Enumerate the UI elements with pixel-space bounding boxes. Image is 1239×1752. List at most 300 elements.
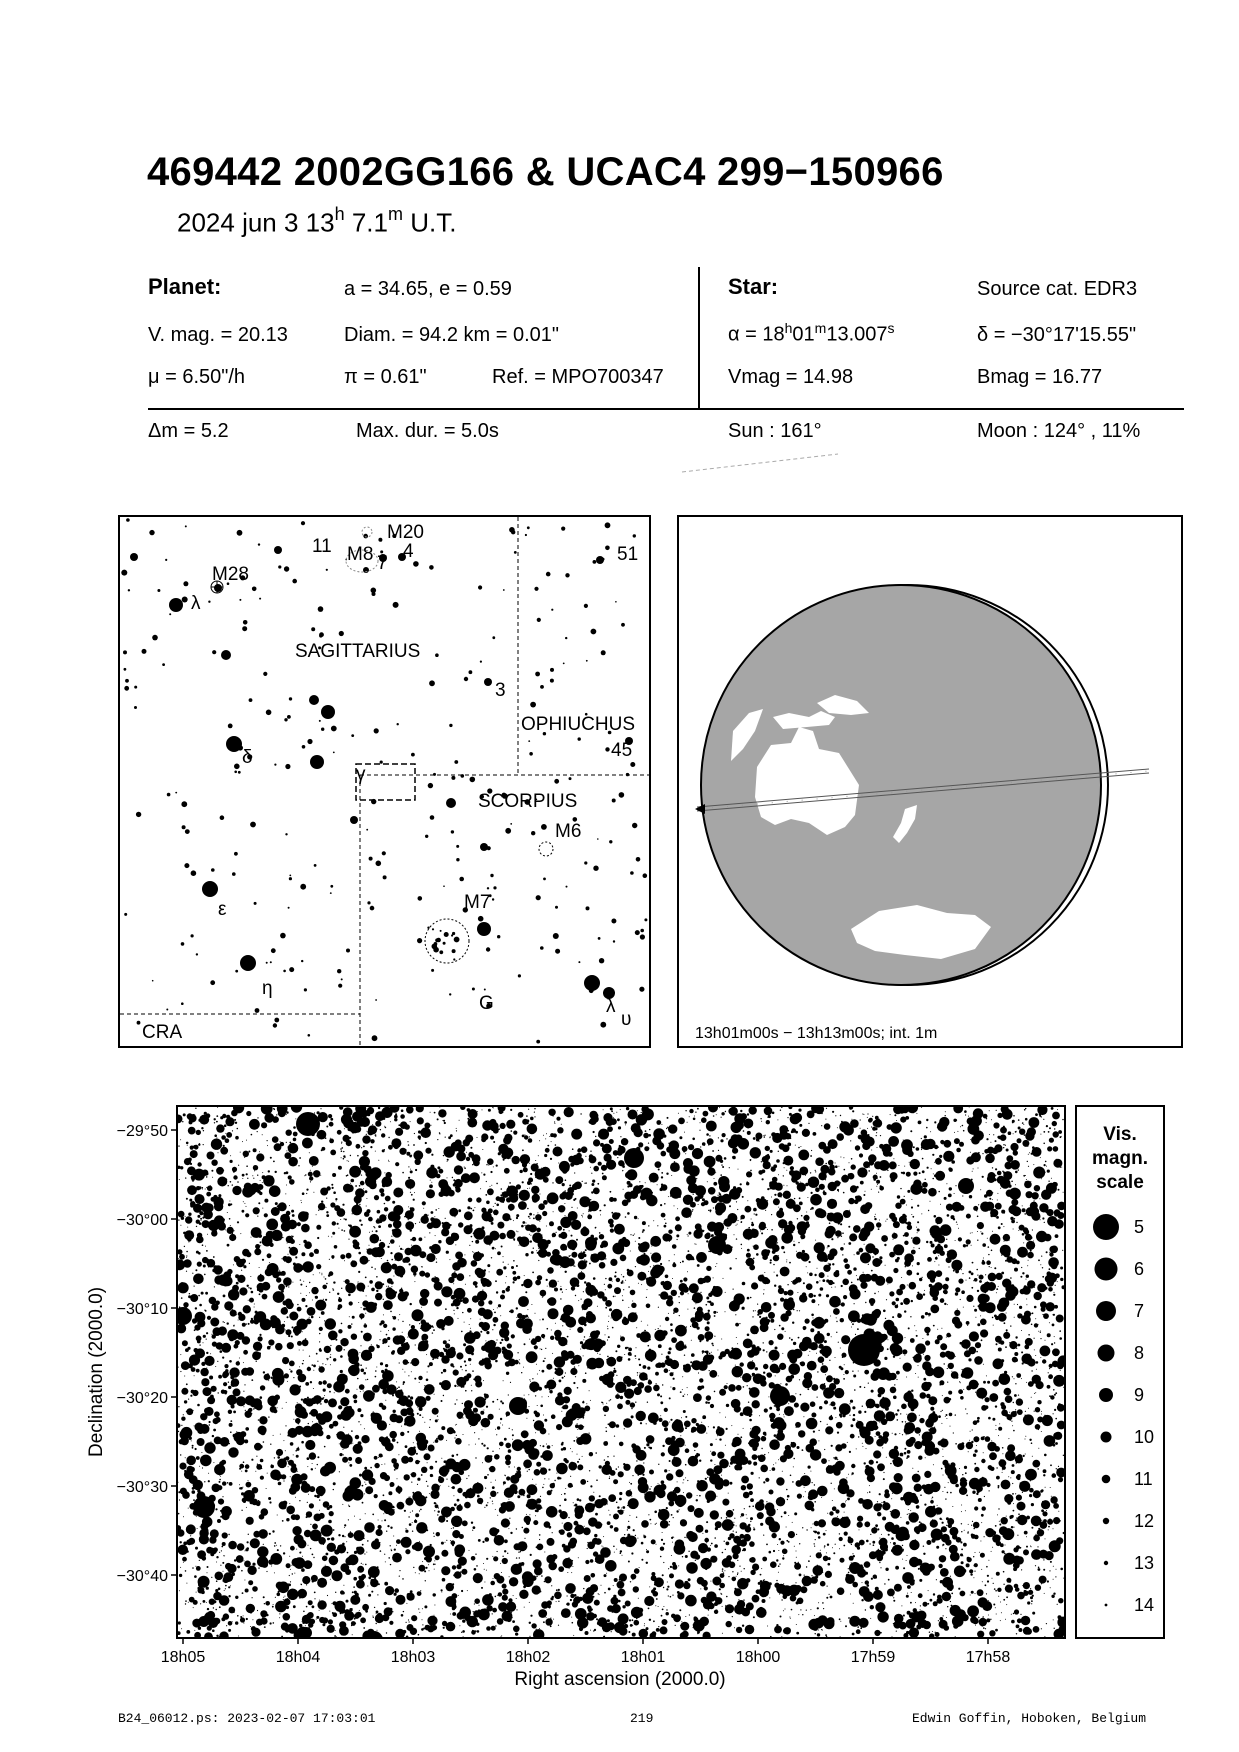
field-star (977, 1589, 984, 1596)
field-star (877, 1184, 878, 1185)
field-star (405, 1549, 410, 1554)
field-star (213, 1195, 217, 1199)
finder-star (613, 940, 615, 942)
field-star (216, 1167, 224, 1175)
field-star (985, 1274, 986, 1275)
finder-star (249, 698, 253, 702)
field-star (269, 1533, 271, 1535)
field-star (593, 1188, 600, 1195)
finder-star (371, 799, 376, 804)
field-star (996, 1429, 997, 1430)
field-star (722, 1568, 724, 1570)
field-star (196, 1516, 197, 1517)
field-star (430, 1180, 431, 1181)
field-star (664, 1225, 667, 1228)
field-star (368, 1260, 369, 1261)
finder-star (137, 1021, 141, 1025)
field-star (930, 1201, 931, 1202)
field-star (348, 1462, 349, 1463)
field-star (634, 1234, 635, 1235)
field-star (979, 1280, 982, 1283)
field-star (261, 1103, 273, 1115)
field-star (1031, 1546, 1032, 1547)
field-star (244, 1439, 248, 1443)
field-star (495, 1429, 496, 1430)
field-star (280, 1545, 281, 1546)
planet-reference: Ref. = MPO700347 (492, 366, 664, 388)
field-star (815, 1171, 816, 1172)
field-star (319, 1610, 320, 1611)
field-star (946, 1183, 947, 1184)
field-star (405, 1498, 413, 1506)
field-star (882, 1502, 890, 1510)
field-star (424, 1384, 435, 1395)
field-star (784, 1511, 787, 1514)
field-star (549, 1390, 552, 1393)
field-star (610, 1107, 613, 1110)
field-star (350, 1260, 357, 1267)
field-star (919, 1278, 922, 1281)
field-star (904, 1448, 906, 1450)
field-star (685, 1555, 688, 1558)
field-star (709, 1370, 710, 1371)
field-star (441, 1426, 445, 1430)
field-star (978, 1617, 979, 1618)
finder-star (554, 779, 559, 784)
field-star (1029, 1117, 1040, 1128)
field-star (942, 1491, 943, 1492)
field-star (894, 1525, 900, 1531)
field-star (961, 1561, 964, 1564)
field-star (773, 1550, 775, 1552)
field-star (439, 1133, 440, 1134)
field-star (766, 1351, 767, 1352)
field-star (993, 1325, 994, 1326)
field-star (213, 1256, 215, 1258)
field-star (509, 1311, 510, 1312)
field-star (390, 1564, 391, 1565)
field-star (863, 1194, 865, 1196)
field-star (223, 1170, 224, 1171)
field-star (791, 1281, 792, 1282)
field-star (524, 1205, 525, 1206)
field-star (870, 1605, 874, 1609)
field-star (348, 1519, 349, 1520)
field-star (996, 1476, 1000, 1480)
field-star (836, 1332, 837, 1333)
field-star (677, 1592, 684, 1599)
field-star (504, 1550, 506, 1552)
field-star (178, 1219, 179, 1220)
field-star (447, 1517, 448, 1518)
field-star (668, 1143, 669, 1144)
field-star (675, 1216, 680, 1221)
field-star (565, 1460, 569, 1464)
field-star (206, 1587, 209, 1590)
field-star (810, 1194, 822, 1206)
field-star (613, 1370, 616, 1373)
field-star (853, 1225, 861, 1233)
field-star (502, 1589, 508, 1595)
field-star (1055, 1576, 1056, 1577)
field-star (354, 1551, 357, 1554)
globe-panel (677, 515, 1183, 1048)
field-star (644, 1385, 652, 1393)
field-star (878, 1612, 885, 1619)
field-star (435, 1564, 436, 1565)
field-star (214, 1202, 223, 1211)
field-star (273, 1435, 274, 1436)
field-star (310, 1530, 322, 1542)
field-star (986, 1138, 988, 1140)
field-star (610, 1525, 613, 1528)
field-star (545, 1138, 546, 1139)
field-star (973, 1168, 974, 1169)
field-star (995, 1140, 997, 1142)
field-star (580, 1349, 581, 1350)
field-star (709, 1209, 711, 1211)
field-star (634, 1216, 637, 1219)
finder-star (540, 685, 544, 689)
field-star (560, 1267, 561, 1268)
finder-star (126, 518, 130, 522)
field-star (759, 1316, 761, 1318)
field-star (343, 1151, 344, 1152)
field-star (562, 1405, 566, 1409)
field-star (216, 1342, 223, 1349)
field-star (705, 1530, 708, 1533)
field-star (482, 1290, 483, 1291)
field-star (995, 1168, 997, 1170)
field-star (618, 1600, 621, 1603)
field-star (635, 1402, 636, 1403)
field-star (463, 1147, 464, 1148)
globe-svg (679, 517, 1181, 1046)
field-star (992, 1167, 993, 1168)
field-star (873, 1590, 881, 1598)
field-star (798, 1147, 800, 1149)
field-star (722, 1606, 723, 1607)
field-star (183, 1113, 186, 1116)
field-star (1006, 1190, 1013, 1197)
field-star (274, 1542, 276, 1544)
field-star (639, 1181, 640, 1182)
field-star (375, 1151, 376, 1152)
sun-elongation: Sun : 161° (728, 420, 822, 442)
field-star (966, 1495, 968, 1497)
field-star (704, 1331, 713, 1340)
field-star (478, 1308, 486, 1316)
finder-star (591, 629, 597, 635)
field-star (656, 1628, 660, 1632)
field-star (895, 1566, 899, 1570)
field-star (628, 1631, 630, 1633)
finder-star (311, 627, 315, 631)
field-star (285, 1450, 286, 1451)
field-star (544, 1154, 547, 1157)
field-star (201, 1378, 209, 1386)
field-star (887, 1284, 888, 1285)
field-star (986, 1566, 988, 1568)
field-star (912, 1613, 917, 1618)
field-star (992, 1199, 993, 1200)
field-star (250, 1626, 251, 1627)
finder-star (370, 906, 375, 911)
field-star (973, 1454, 976, 1457)
field-star (529, 1636, 530, 1637)
finder-star (341, 978, 343, 980)
field-star (697, 1495, 698, 1496)
field-star (736, 1525, 737, 1526)
field-star (581, 1146, 588, 1153)
field-star (650, 1240, 655, 1245)
field-star (852, 1371, 853, 1372)
field-star (289, 1247, 298, 1256)
field-star (186, 1257, 187, 1258)
field-star (940, 1534, 942, 1536)
field-star (230, 1225, 231, 1226)
field-star (197, 1438, 205, 1446)
finder-star (477, 922, 491, 936)
field-star (643, 1535, 646, 1538)
field-star (326, 1553, 329, 1556)
field-star (228, 1122, 229, 1123)
field-star (997, 1588, 1001, 1592)
field-star (976, 1269, 978, 1271)
field-star (554, 1123, 555, 1124)
field-star (386, 1632, 387, 1633)
field-star (686, 1562, 698, 1574)
field-star (391, 1549, 392, 1550)
field-star (783, 1191, 791, 1199)
field-star (366, 1552, 367, 1553)
field-star (186, 1524, 196, 1534)
field-star (805, 1175, 806, 1176)
field-star (1019, 1225, 1025, 1231)
field-star (473, 1252, 474, 1253)
field-star (592, 1180, 595, 1183)
field-star (216, 1556, 218, 1558)
field-star (874, 1216, 875, 1217)
field-star (179, 1574, 182, 1577)
field-star (732, 1616, 733, 1617)
field-star (619, 1627, 628, 1636)
field-star (777, 1544, 778, 1545)
label-45: 45 (611, 740, 633, 761)
field-star (796, 1624, 797, 1625)
finder-star (593, 560, 597, 564)
field-star (753, 1137, 756, 1140)
field-star (260, 1350, 261, 1351)
field-star (527, 1471, 528, 1472)
field-star (444, 1223, 447, 1226)
field-star (420, 1509, 422, 1511)
field-star (960, 1382, 961, 1383)
field-star (333, 1358, 336, 1361)
field-star (301, 1441, 304, 1444)
field-star (189, 1199, 192, 1202)
field-star (995, 1629, 998, 1632)
field-star (411, 1245, 412, 1246)
field-star (262, 1259, 264, 1261)
field-star (752, 1376, 753, 1377)
finder-star (534, 587, 538, 591)
field-star (542, 1211, 547, 1216)
field-star (225, 1585, 227, 1587)
finder-star (417, 938, 422, 943)
field-star (329, 1505, 332, 1508)
field-star (816, 1353, 817, 1354)
field-star (510, 1309, 514, 1313)
field-star (270, 1465, 274, 1469)
field-star (229, 1336, 235, 1342)
finder-star (472, 988, 475, 991)
field-star (551, 1585, 552, 1586)
field-star (787, 1117, 788, 1118)
field-star (628, 1286, 630, 1288)
field-star (889, 1291, 894, 1296)
field-star (1040, 1338, 1041, 1339)
finder-star (266, 710, 272, 716)
field-star (922, 1485, 927, 1490)
field-star (736, 1225, 737, 1226)
field-star (732, 1577, 737, 1582)
field-star (1021, 1315, 1023, 1317)
field-star (651, 1575, 657, 1581)
field-star (414, 1133, 415, 1134)
field-star (206, 1176, 208, 1178)
field-star (961, 1531, 962, 1532)
field-star (823, 1192, 827, 1196)
field-star (942, 1522, 944, 1524)
field-star (833, 1457, 834, 1458)
field-star (540, 1194, 541, 1195)
field-star (407, 1141, 408, 1142)
field-star (831, 1401, 836, 1406)
field-star (740, 1516, 741, 1517)
field-star (875, 1436, 876, 1437)
field-star (218, 1392, 219, 1393)
field-star (322, 1623, 325, 1626)
field-star (893, 1600, 895, 1602)
field-star (737, 1220, 738, 1221)
field-star (555, 1323, 556, 1324)
field-star (483, 1563, 484, 1564)
field-star (599, 1262, 606, 1269)
field-star (962, 1569, 966, 1573)
field-star (728, 1576, 729, 1577)
field-star (638, 1243, 640, 1245)
field-star (263, 1596, 265, 1598)
field-star (317, 1600, 326, 1609)
field-star (352, 1260, 353, 1261)
field-star (563, 1447, 566, 1450)
field-star (216, 1562, 217, 1563)
field-star (406, 1603, 407, 1604)
field-star (663, 1587, 664, 1588)
field-star (948, 1363, 954, 1369)
field-star (690, 1217, 691, 1218)
field-star (241, 1570, 243, 1572)
field-star (547, 1145, 549, 1147)
field-star (390, 1121, 391, 1122)
field-star (456, 1352, 463, 1359)
finder-star (440, 930, 442, 932)
field-star (726, 1555, 732, 1561)
field-star (489, 1466, 495, 1472)
field-star (759, 1499, 764, 1504)
field-star (1061, 1167, 1062, 1168)
field-star (704, 1538, 709, 1543)
finder-star (418, 896, 423, 901)
field-star (896, 1125, 897, 1126)
field-star (817, 1371, 818, 1372)
field-star (376, 1290, 378, 1292)
field-star (1046, 1623, 1047, 1624)
field-star (1022, 1272, 1024, 1274)
field-star (939, 1518, 941, 1520)
field-star (786, 1540, 788, 1542)
field-star (488, 1311, 489, 1312)
field-star (323, 1206, 325, 1208)
field-star (933, 1401, 934, 1402)
field-star (508, 1449, 512, 1453)
field-star (646, 1297, 647, 1298)
field-star (528, 1109, 529, 1110)
field-star (263, 1544, 264, 1545)
field-star (197, 1528, 198, 1529)
field-star (373, 1617, 374, 1618)
field-star (180, 1454, 181, 1455)
field-star (945, 1416, 946, 1417)
field-star (924, 1327, 930, 1333)
field-star (715, 1266, 716, 1267)
field-star (687, 1394, 688, 1395)
field-star (348, 1434, 349, 1435)
field-star (201, 1292, 204, 1295)
field-star (259, 1334, 261, 1336)
field-star (186, 1383, 188, 1385)
field-star (339, 1443, 340, 1444)
planet-vmag: V. mag. = 20.13 (148, 324, 288, 346)
field-star (784, 1406, 794, 1416)
field-star (644, 1494, 645, 1495)
field-star (412, 1522, 413, 1523)
field-star (623, 1282, 624, 1283)
field-star (824, 1545, 826, 1547)
field-star (466, 1152, 467, 1153)
field-star (1003, 1332, 1010, 1339)
field-star (948, 1524, 952, 1528)
field-star (599, 1594, 600, 1595)
hour-unit: h (334, 204, 345, 224)
field-star (807, 1197, 808, 1198)
field-star (380, 1550, 382, 1552)
field-star (618, 1126, 621, 1129)
field-star (645, 1635, 646, 1636)
field-star (666, 1473, 673, 1480)
field-star (991, 1250, 993, 1252)
finder-star (454, 760, 458, 764)
finder-star (363, 534, 368, 539)
field-star (188, 1127, 196, 1135)
field-star (853, 1375, 856, 1378)
finder-star (543, 878, 546, 881)
field-star (1051, 1595, 1054, 1598)
field-star (344, 1218, 345, 1219)
finder-star (234, 852, 238, 856)
field-star (1015, 1455, 1023, 1463)
